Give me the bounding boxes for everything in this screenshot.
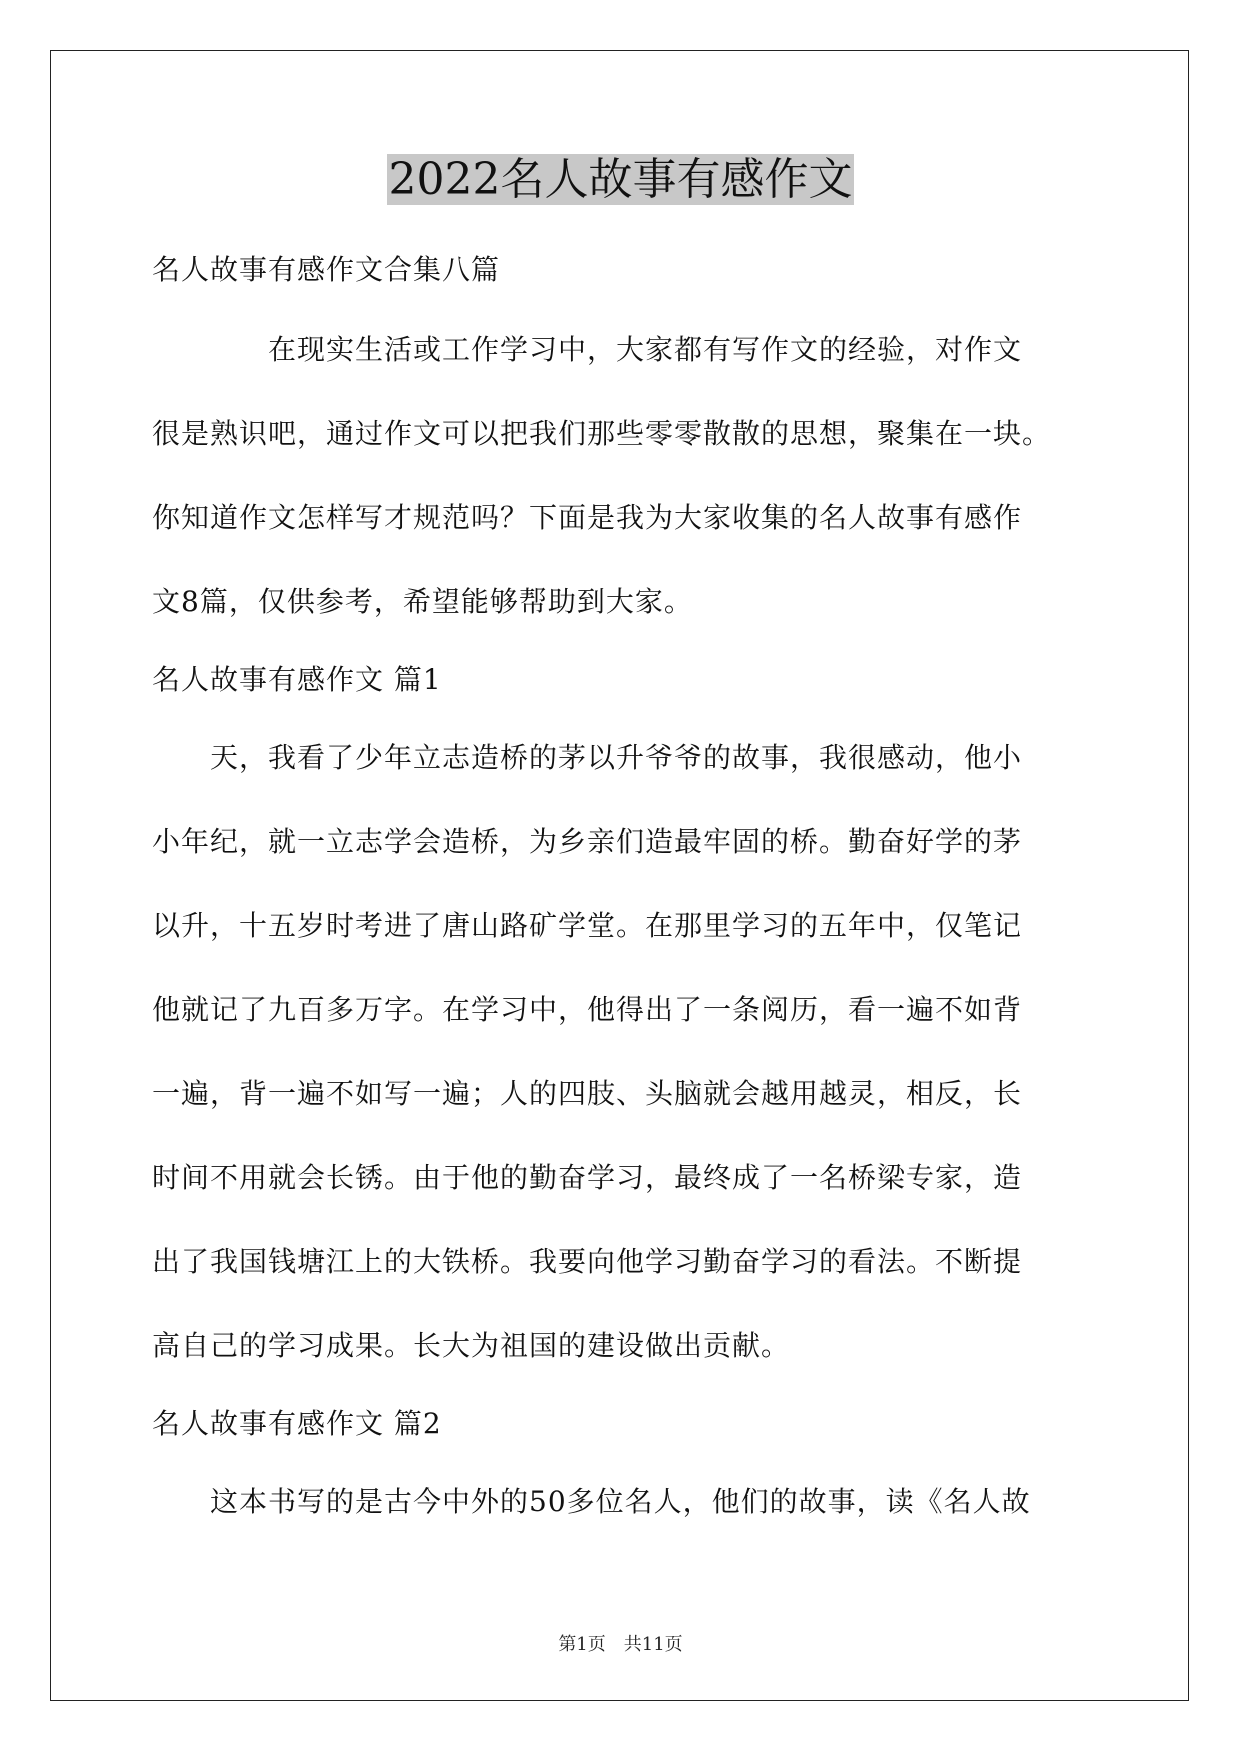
document-title: [0, 152, 1241, 208]
page-footer: 第1页 共11页: [558, 1634, 683, 1655]
document-subtitle: 名人故事有感作文合集八篇: [152, 253, 501, 286]
section-1-line-1: 天，我看了少年立志造桥的茅以升爷爷的故事，我很感动，他小: [152, 741, 1023, 774]
section-1-line-5: 一遍，背一遍不如写一遍；人的四肢、头脑就会越用越灵，相反，长: [152, 1077, 1023, 1110]
section-2-line-1: 这本书写的是古今中外的50多位名人，他们的故事，读《名人故: [152, 1485, 1031, 1518]
section-1-line-8: 高自己的学习成果。长大为祖国的建设做出贡献。: [152, 1329, 791, 1362]
section-1-heading: 名人故事有感作文 篇1: [152, 663, 442, 696]
section-1-line-2: 小年纪，就一立志学会造桥，为乡亲们造最牢固的桥。勤奋好学的茅: [152, 825, 1023, 858]
section-1-line-3: 以升，十五岁时考进了唐山路矿学堂。在那里学习的五年中，仅笔记: [152, 909, 1023, 942]
intro-line-4: 文8篇，仅供参考，希望能够帮助到大家。: [152, 585, 693, 618]
document-title-text: 2022名人故事有感作文: [388, 154, 853, 205]
document-body: [152, 232, 1092, 1544]
intro-line-3: 你知道作文怎样写才规范吗？下面是我为大家收集的名人故事有感作: [152, 501, 1023, 534]
section-1-line-4: 他就记了九百多万字。在学习中，他得出了一条阅历，看一遍不如背: [152, 993, 1023, 1026]
section-1-line-7: 出了我国钱塘江上的大铁桥。我要向他学习勤奋学习的看法。不断提: [152, 1245, 1023, 1278]
intro-line-1: 在现实生活或工作学习中，大家都有写作文的经验，对作文: [152, 333, 1023, 366]
section-2-heading: 名人故事有感作文 篇2: [152, 1407, 442, 1440]
intro-line-2: 很是熟识吧，通过作文可以把我们那些零零散散的思想，聚集在一块。: [152, 417, 1052, 450]
section-1-line-6: 时间不用就会长锈。由于他的勤奋学习，最终成了一名桥梁专家，造: [152, 1161, 1023, 1194]
